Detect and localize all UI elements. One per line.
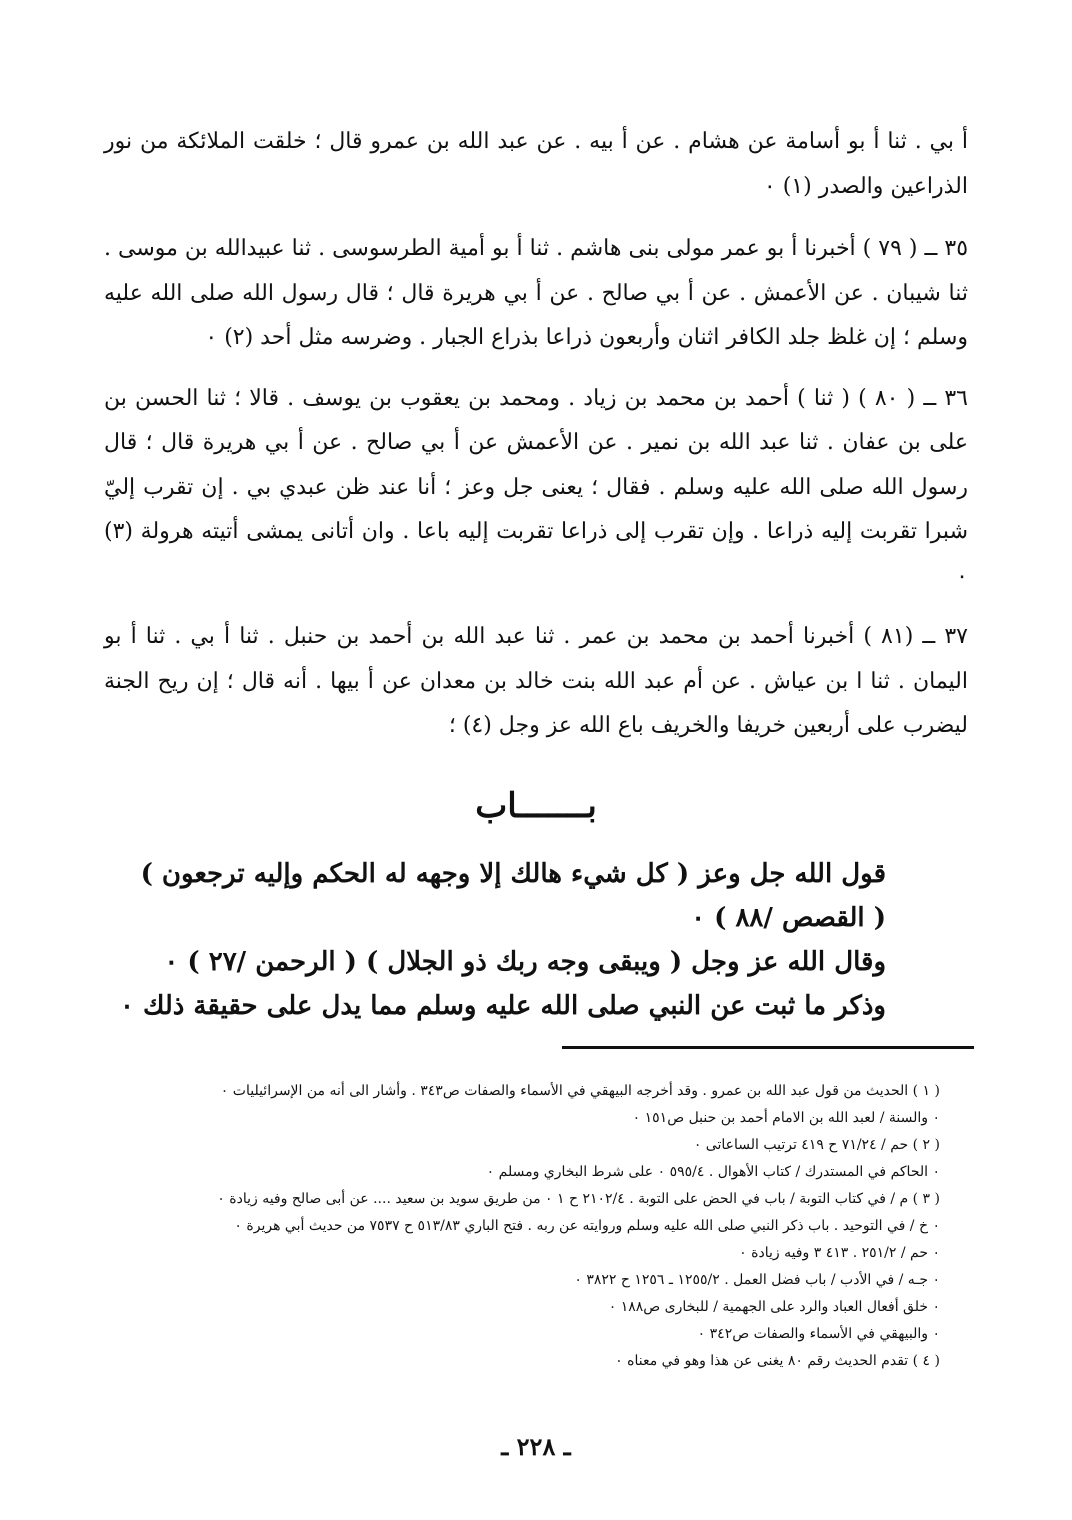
heading-line-3: وقال الله عز وجل ( ويبقى وجه ربك ذو الجلال ) ( الرحمن /٢٧ ) ٠ <box>164 947 886 977</box>
footnote-line: ٠ والسنة / لعبد الله بن الامام أحمد بن حنبل ص١٥١ ٠ <box>632 1110 940 1126</box>
page-number: ـ ٢٢٨ ـ <box>501 1432 571 1461</box>
footnote-line: ( ٤ ) تقدم الحديث رقم ٨٠ يغنى عن هذا وهو في معناه ٠ <box>615 1353 940 1369</box>
footnote-line: ٠ والبيهقي في الأسماء والصفات ص٣٤٢ ٠ <box>697 1326 940 1342</box>
footnote-line: ( ٢ ) حم / ٧١/٢٤ ح ٤١٩ ترتيب الساعاتى ٠ <box>693 1137 940 1153</box>
paragraph-continuation: أ بي . ثنا أ بو أسامة عن هشام . عن أ بيه . عن عبد الله بن عمرو قال ؛ خلقت الملائكة من نور الذراعين والصدر (١) ٠ <box>104 129 968 199</box>
footnote-line: ٠ حم / ٢٥١/٢ . ٤١٣ ٣ وفيه زيادة ٠ <box>739 1245 940 1261</box>
footnote-line: ٠ خلق أفعال العباد والرد على الجهمية / للبخارى ص١٨٨ ٠ <box>608 1299 940 1315</box>
footnote-line: ٠ خ / في التوحيد . باب ذكر النبي صلى الله عليه وسلم وروايته عن ربه . فتح الباري ٥١٣/٨٣ ح ٧٥٣٧ من حديث أبي هريرة ٠ <box>234 1218 940 1234</box>
heading-line-2: ( القصص /٨٨ ) ٠ <box>691 903 886 933</box>
footnote-line: ٠ الحاكم في المستدرك / كتاب الأهوال . ٥٩٥/٤ ٠ على شرط البخاري ومسلم ٠ <box>486 1164 940 1180</box>
footnote-line: ( ٣ ) م / في كتاب التوبة / باب في الحض على التوبة . ٢١٠٢/٤ ح ١ ٠ من طريق سويد بن سعيد .... عن أبى صالح وفيه زيادة ٠ <box>217 1191 940 1207</box>
chapter-title: بـــــــاب <box>475 786 597 826</box>
paragraph-hadith-35: ٣٥ ــ ( ٧٩ ) أخبرنا أ بو عمر مولى بنى هاشم . ثنا أ بو أمية الطرسوسى . ثنا عبيدالله بن موسى . ثنا شيبان . عن الأعمش . عن أ بي صالح . عن أ بي هريرة قال ؛ قال رسول الله صلى الله عليه وسلم ؛ إن غلظ جلد الكافر اثنان وأربعون ذراعا بذراع الجبار . وضرسه مثل أحد (٢) ٠ <box>104 236 969 350</box>
heading-line-4: وذكر ما ثبت عن النبي صلى الله عليه وسلم مما يدل على حقيقة ذلك ٠ <box>119 991 886 1021</box>
footnote-line: ٠ جـه / في الأدب / باب فضل العمل . ١٢٥٥/٢ ـ ١٢٥٦ ح ٣٨٢٢ ٠ <box>574 1272 940 1288</box>
paragraph-hadith-37: ٣٧ ــ (٨١ ) أخبرنا أحمد بن محمد بن عمر . ثنا عبد الله بن أحمد بن حنبل . ثنا أ بي . ثنا أ بو اليمان . ثنا ا بن عياش . عن أم عبد الله بنت خالد بن معدان عن أ بيها . أنه قال ؛ إن ريح الجنة ليضرب على أربعين خريفا والخريف باع الله عز وجل (٤) ؛ <box>104 624 968 738</box>
footnotes <box>120 1078 940 1375</box>
footnote-separator <box>562 1046 974 1049</box>
main-text <box>104 120 968 749</box>
chapter-heading <box>106 852 886 1028</box>
paragraph-hadith-36: ٣٦ ــ ( ٨٠ ) ( ثنا ) أحمد بن محمد بن زياد . ومحمد بن يعقوب بن يوسف . قالا ؛ ثنا الحسن بن على بن عفان . ثنا عبد الله بن نمير . عن الأعمش عن أ بي صالح . عن أ بي هريرة قال ؛ قال رسول الله صلى الله عليه وسلم . فقال ؛ يعنى جل وعز ؛ أنا عند ظن عبدي بي . إن تقرب إليّ شبرا تقربت إليه ذراعا . وإن تقرب إلى ذراعا تقربت إليه باعا . وان أتانى يمشى أتيته هرولة (٣) ٠ <box>104 385 968 589</box>
heading-line-1: قول الله جل وعز ( كل شيء هالك إلا وجهه له الحكم وإليه ترجعون ) <box>140 859 886 889</box>
footnote-line: ( ١ ) الحديث من قول عبد الله بن عمرو . وقد أخرجه البيهقي في الأسماء والصفات ص٣٤٣ . وأشار الى أنه من الإسرائيليات ٠ <box>220 1083 940 1099</box>
